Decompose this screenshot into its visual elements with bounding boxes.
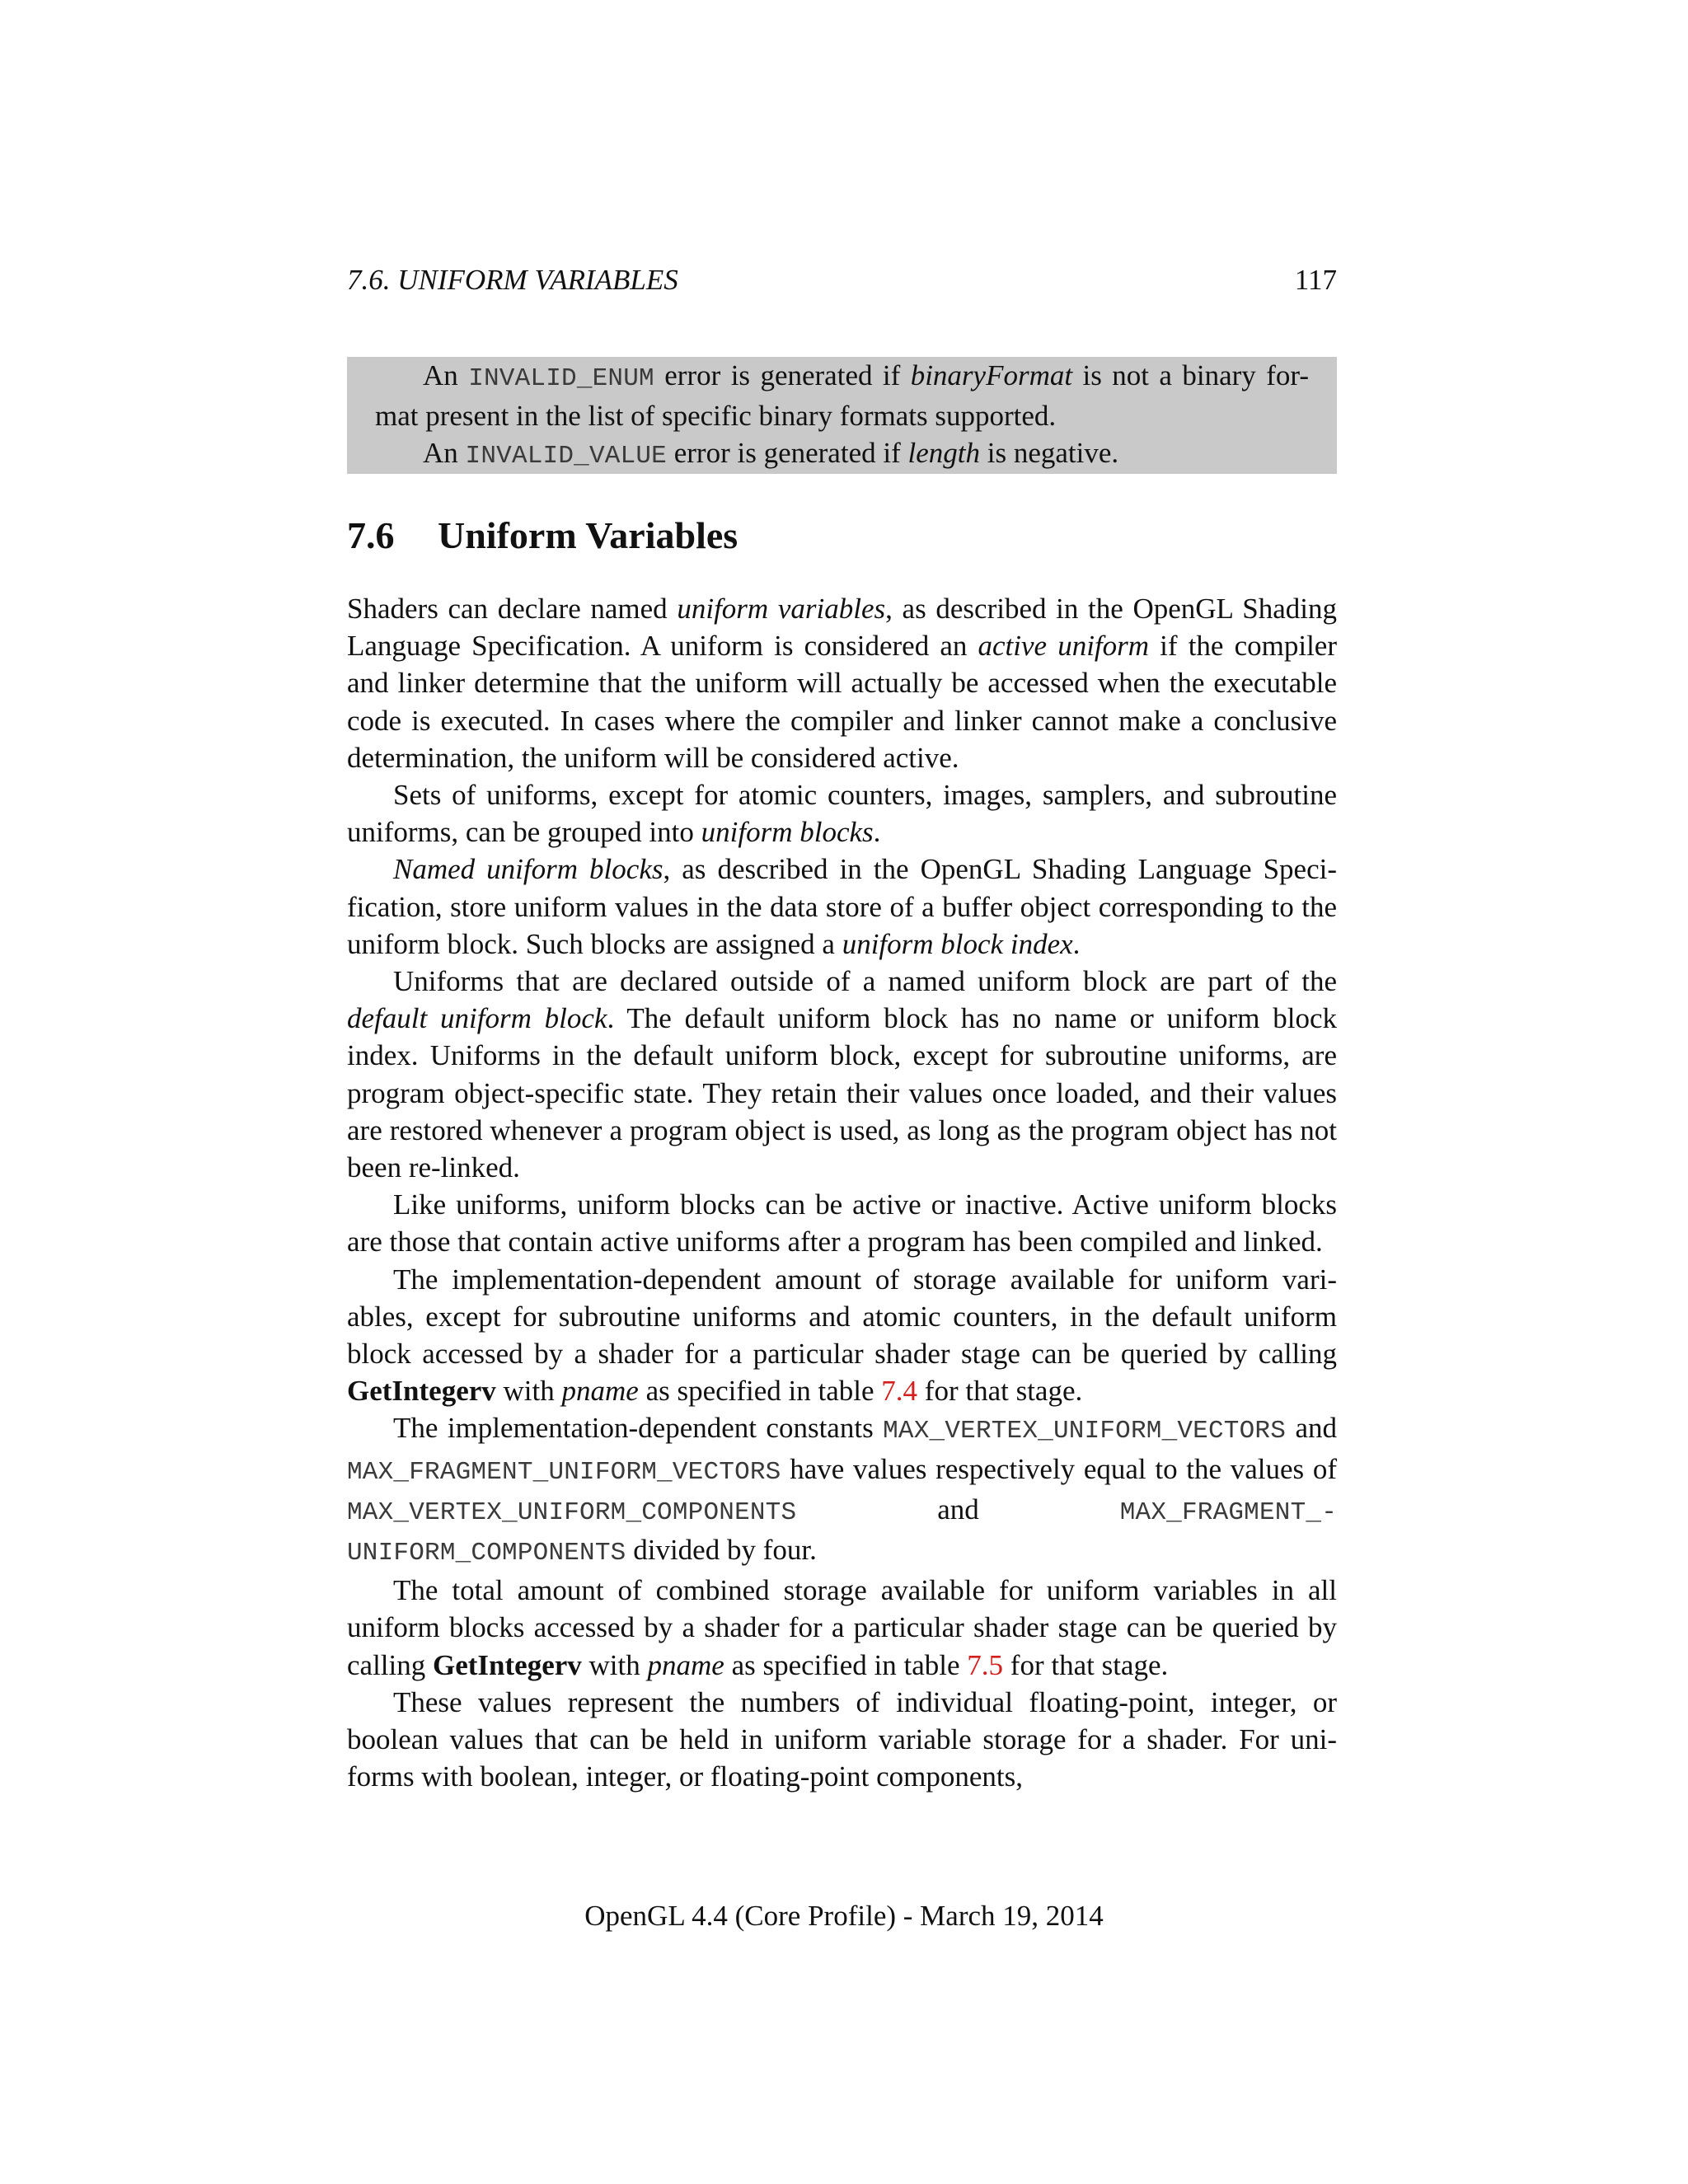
running-head-section: 7.6. UNIFORM VARIABLES (347, 264, 678, 296)
paragraph-3: Named uniform blocks, as described in the OpenGL Shading Language Speci-fication, store uniform values in the data store of a buffer object corresponding to the uniform block. Such blocks are assigned a uniform block index. (347, 853, 1338, 960)
paragraph-9: These values represent the numbers of individual floating-point, integer, or boolean values that can be held in uniform variable storage for a shader. For uni-forms with boolean, integer, or floating-point components, (347, 1685, 1337, 1793)
error-invalid-value: An INVALID_VALUE error is generated if length is negative. (423, 437, 1119, 471)
paragraph-2: Sets of uniforms, except for atomic counters, images, samplers, and subroutine uniforms, can be grouped into uniform blocks. (347, 779, 1337, 849)
error-box (347, 357, 1337, 474)
code-max-vertex-uniform-vectors: MAX_VERTEX_UNIFORM_VECTORS (883, 1417, 1287, 1446)
page-number: 117 (1294, 264, 1337, 296)
running-head (347, 262, 1337, 298)
error-invalid-enum: An INVALID_ENUM error is generated if binaryFormat is not a binary for-mat present in the list of specific binary formats supported. (375, 359, 1309, 432)
function-getintegerv: GetIntegerv (347, 1375, 496, 1408)
paragraph-5: Like uniforms, uniform blocks can be active or inactive. Active uniform blocks are those that contain active uniforms after a program has been compiled and linked. (347, 1188, 1337, 1258)
paragraph-1: Shaders can declare named uniform variables, as described in the OpenGL Shading Language Specification. A uniform is considered an active uniform if the compiler and linker determine that the uniform will actually be accessed when the executable code is executed. In cases where the compiler and linker cannot make a conclusive determination, the uniform will be considered active. (347, 593, 1338, 774)
code-max-fragment-uniform-components: MAX_FRAGMENT_-UNIFORM_COMPONENTS (347, 1497, 1337, 1568)
table-link-7-4[interactable]: 7.4 (881, 1375, 918, 1408)
paragraph-7: The implementation-dependent constants MAX_VERTEX_UNIFORM_VECTORS and MAX_FRAGMENT_UNIFORM_VECTORS have values respectively equal to the values of MAX_VERTEX_UNIFORM_COMPONENTS and MAX_FRAGMENT_-UNIFORM_COMPONENTS divided by four. (347, 1412, 1337, 1568)
code-invalid-value: INVALID_VALUE (465, 442, 667, 471)
section-title: Uniform Variables (438, 514, 738, 556)
function-getintegerv: GetIntegerv (433, 1648, 582, 1681)
section-number: 7.6 (347, 514, 395, 556)
code-max-fragment-uniform-vectors: MAX_FRAGMENT_UNIFORM_VECTORS (347, 1457, 781, 1487)
paragraph-6: The implementation-dependent amount of storage available for uniform vari-ables, except for subroutine uniforms and atomic counters, in the default uniform block accessed by a shader for a particular shader stage can be queried by calling GetIntegerv with pname as specified in table 7.4 for that stage. (347, 1263, 1337, 1408)
paragraph-8: The total amount of combined storage available for uniform variables in all uniform blocks accessed by a shader for a particular shader stage can be queried by calling GetIntegerv with pname as specified in table 7.5 for that stage. (347, 1574, 1337, 1681)
paragraph-4: Uniforms that are declared outside of a named uniform block are part of the default uniform block. The default uniform block has no name or uniform block index. Uniforms in the default uniform block, except for subroutine uniforms, are program object-specific state. They retain their values once loaded, and their values are restored whenever a program object is used, as long as the program object has not been re-linked. (347, 965, 1337, 1184)
page-footer: OpenGL 4.4 (Core Profile) - March 19, 2014 (584, 1900, 1104, 1932)
section-heading (347, 513, 1337, 559)
code-invalid-enum: INVALID_ENUM (468, 364, 654, 393)
body-text (347, 590, 1337, 1796)
code-max-vertex-uniform-components: MAX_VERTEX_UNIFORM_COMPONENTS (347, 1497, 797, 1527)
table-link-7-5[interactable]: 7.5 (967, 1648, 1004, 1681)
